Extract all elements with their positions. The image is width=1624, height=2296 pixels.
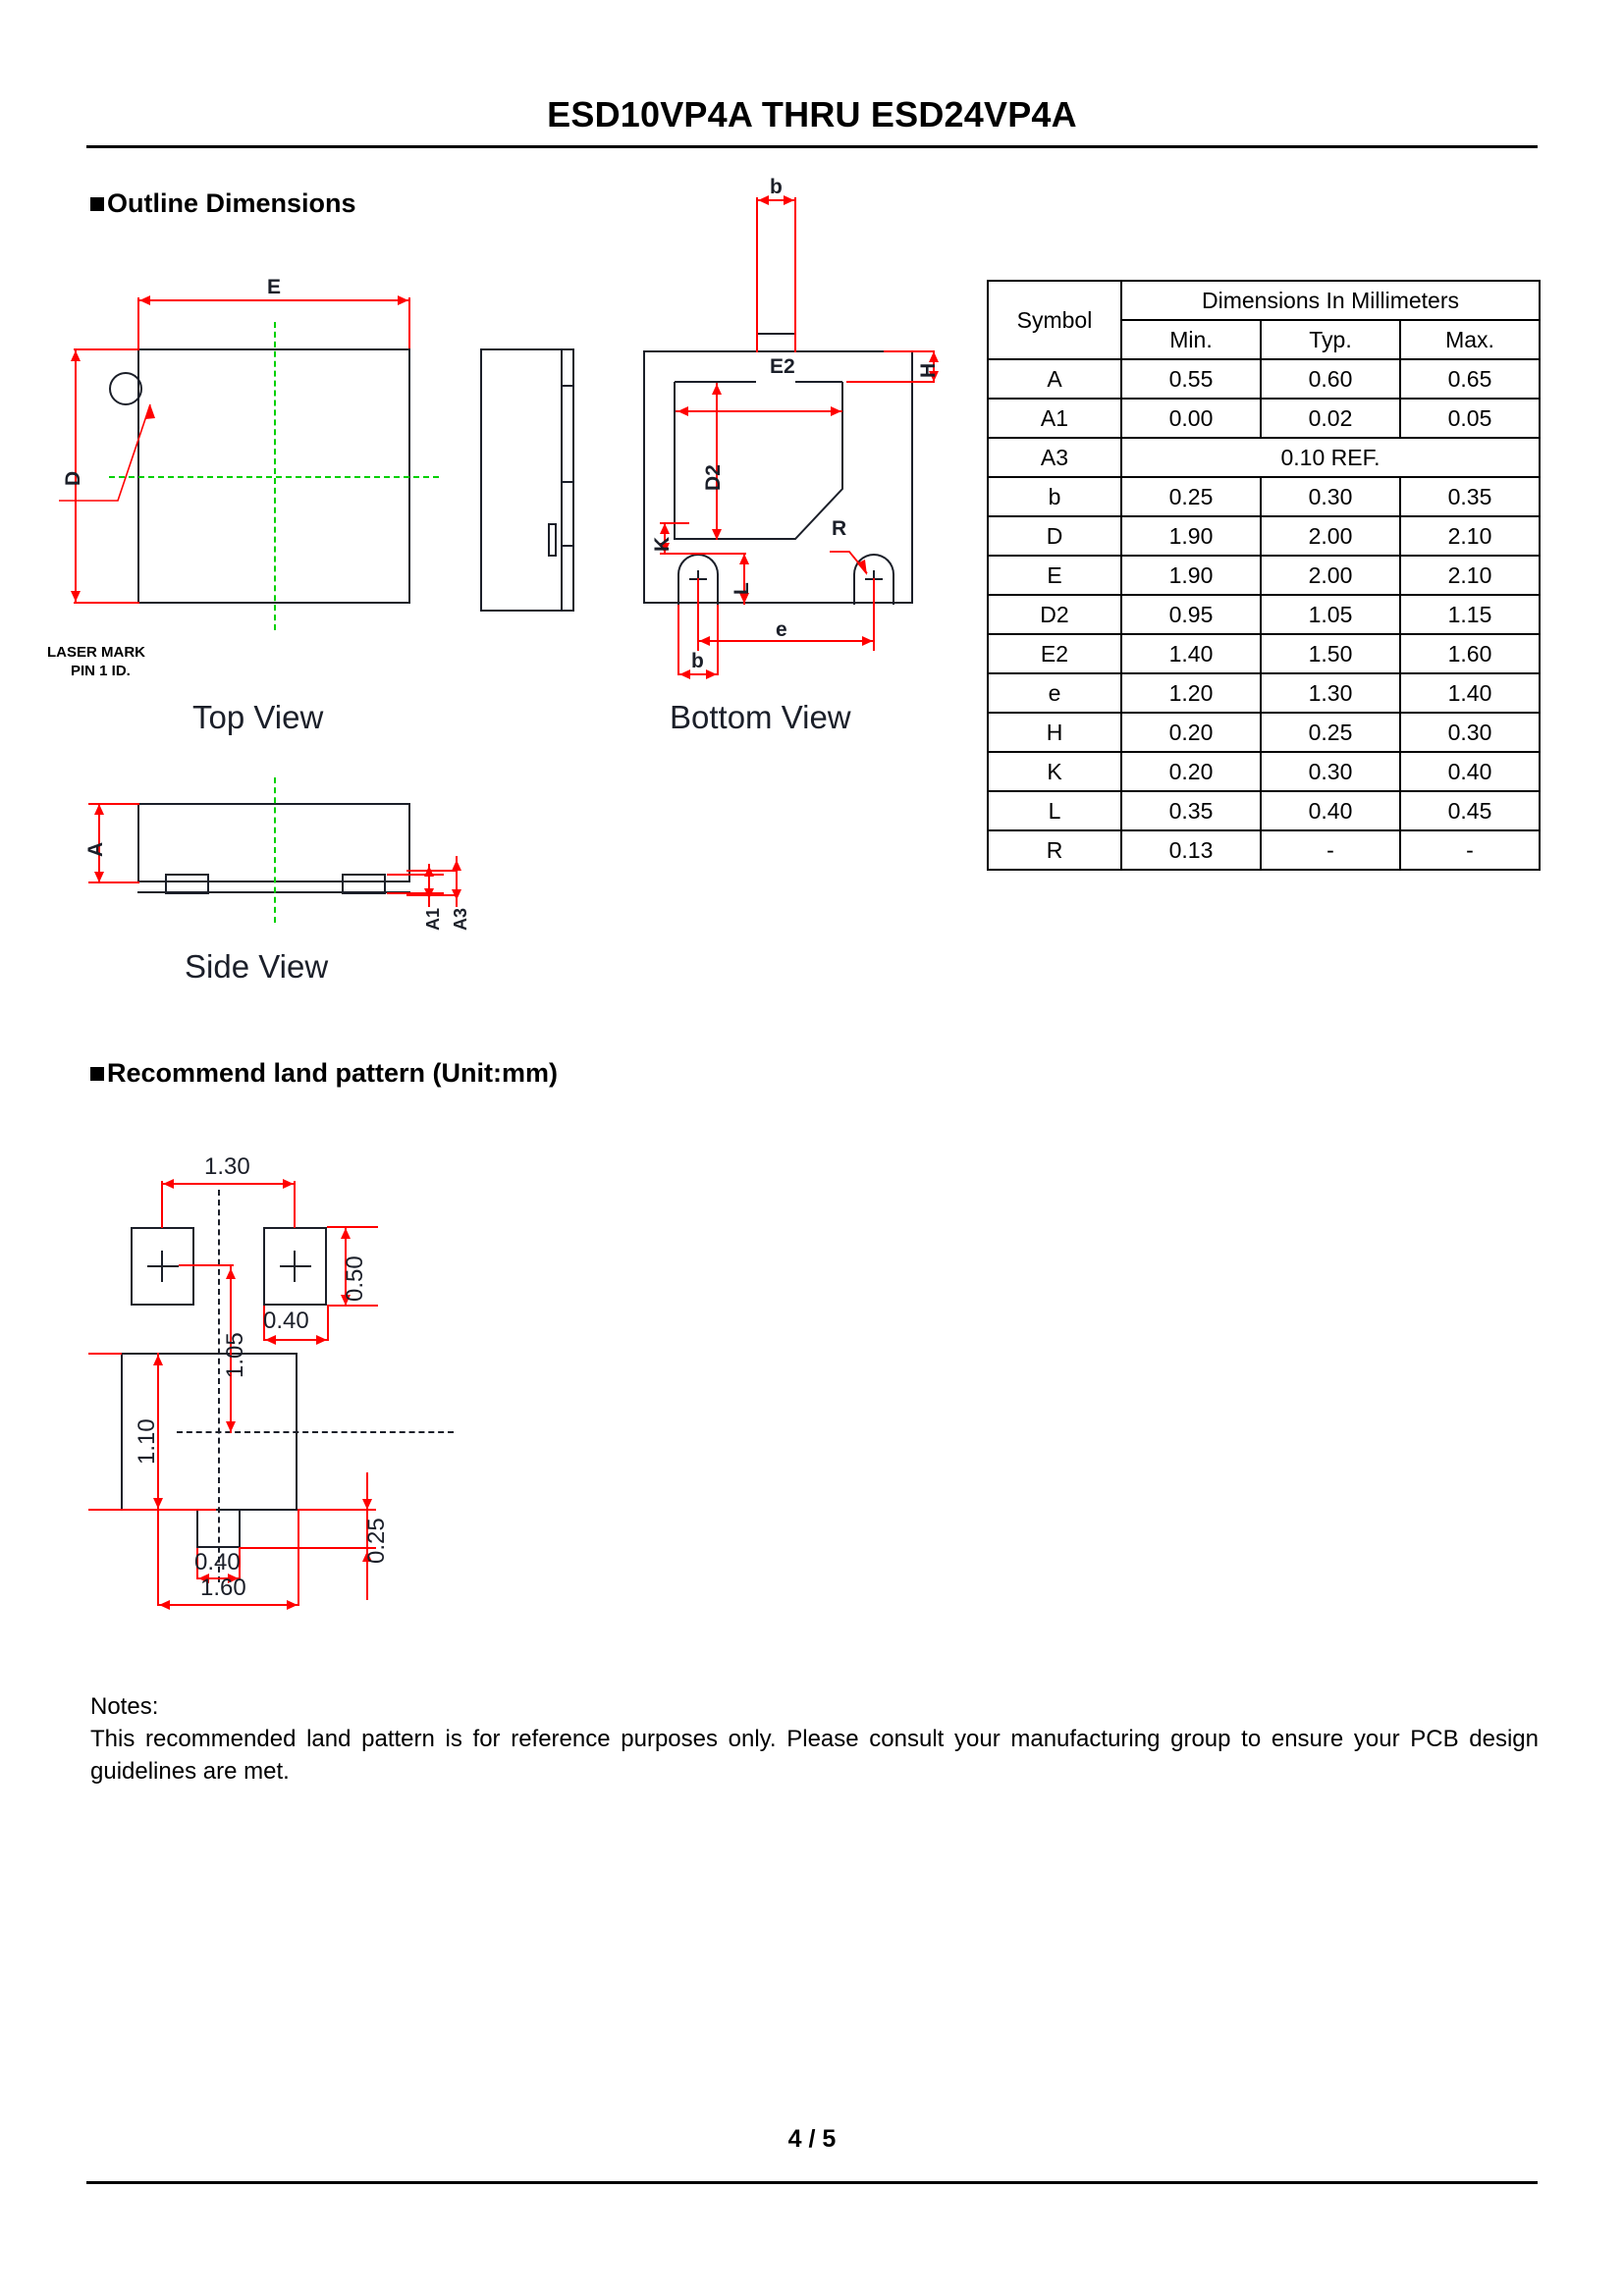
side-view-centerline bbox=[274, 777, 276, 923]
table-row bbox=[988, 830, 1540, 870]
cell-max: 0.35 bbox=[1400, 477, 1540, 516]
end-profile-notch-b bbox=[563, 481, 572, 483]
cell-symbol: E2 bbox=[988, 634, 1121, 673]
end-profile-edge-right bbox=[572, 348, 574, 612]
table-header-row-1 bbox=[988, 281, 1540, 320]
end-profile-notch-c bbox=[563, 545, 572, 547]
bottom-view-e-label: e bbox=[776, 618, 787, 641]
land-130-arrow-right bbox=[283, 1179, 294, 1189]
cell-typ: 2.00 bbox=[1261, 516, 1400, 556]
land-bottom-tab bbox=[196, 1509, 241, 1548]
cell-min: 0.95 bbox=[1121, 595, 1261, 634]
cell-max: 2.10 bbox=[1400, 516, 1540, 556]
bottom-view-b-top-arrow-right bbox=[784, 195, 794, 205]
cell-max: 1.40 bbox=[1400, 673, 1540, 713]
land-025-value: 0.25 bbox=[363, 1518, 390, 1564]
land-110-arrow-top bbox=[153, 1355, 163, 1365]
cell-typ: 1.30 bbox=[1261, 673, 1400, 713]
side-view-A3-arrow-bottom bbox=[452, 889, 461, 900]
cell-symbol: D bbox=[988, 516, 1121, 556]
land-040-top-arrow-left bbox=[265, 1335, 276, 1345]
bottom-view-E2-dim-line bbox=[676, 410, 842, 412]
table-row bbox=[988, 556, 1540, 595]
header-rule bbox=[86, 145, 1538, 148]
cell-typ: 0.25 bbox=[1261, 713, 1400, 752]
cell-symbol: b bbox=[988, 477, 1121, 516]
cell-max: 0.40 bbox=[1400, 752, 1540, 791]
land-105-value: 1.05 bbox=[222, 1332, 248, 1378]
bottom-view-H-ext-top bbox=[884, 350, 935, 352]
side-view-A3-label: A3 bbox=[451, 907, 470, 931]
land-130-value: 1.30 bbox=[204, 1153, 250, 1180]
bottom-view-b-bottom-ext-left bbox=[677, 605, 679, 675]
footer-rule bbox=[86, 2181, 1538, 2184]
bottom-view-e-arrow-right bbox=[862, 636, 873, 646]
side-view-A3-ext-bottom bbox=[406, 894, 458, 896]
table-row bbox=[988, 516, 1540, 556]
land-160-ext-left bbox=[157, 1509, 159, 1606]
end-profile-body bbox=[480, 348, 563, 612]
land-105-ext-top bbox=[179, 1264, 234, 1266]
bottom-view-tab-top-edge bbox=[756, 333, 796, 335]
land-105-arrow-top bbox=[226, 1268, 236, 1279]
land-025-ext-bottom bbox=[239, 1547, 376, 1549]
bottom-view-R-label: R bbox=[832, 517, 847, 540]
section-heading-land-pattern bbox=[90, 1058, 558, 1089]
bottom-view-b-bottom-ext-right bbox=[717, 605, 719, 675]
notes-block bbox=[90, 1690, 1539, 1788]
land-110-arrow-bottom bbox=[153, 1498, 163, 1509]
land-160-arrow-left bbox=[159, 1600, 170, 1610]
cell-typ: 0.02 bbox=[1261, 399, 1400, 438]
section-heading-outline-dimensions bbox=[90, 188, 356, 219]
land-050-ext-bottom bbox=[327, 1305, 378, 1307]
land-050-ext-top bbox=[327, 1226, 378, 1228]
notes-heading: Notes: bbox=[90, 1693, 159, 1720]
land-040-top-value: 0.40 bbox=[263, 1308, 309, 1334]
section-heading-outline-label: Outline Dimensions bbox=[107, 188, 356, 218]
cell-span-value: 0.10 REF. bbox=[1121, 438, 1540, 477]
land-160-ext-right bbox=[298, 1509, 299, 1606]
cell-min: 1.90 bbox=[1121, 516, 1261, 556]
side-view-A-arrow-bottom bbox=[94, 872, 104, 882]
land-160-arrow-right bbox=[287, 1600, 298, 1610]
bottom-view-e-arrow-left bbox=[699, 636, 710, 646]
table-row bbox=[988, 399, 1540, 438]
laser-mark-line-1: LASER MARK bbox=[47, 644, 145, 661]
dimensions-table bbox=[987, 280, 1541, 871]
bottom-view-H-ext-bottom bbox=[846, 381, 935, 383]
land-pad-right-cross-v bbox=[294, 1251, 296, 1282]
land-pad-left-cross-v bbox=[161, 1251, 163, 1282]
table-row bbox=[988, 477, 1540, 516]
col-header-typ: Typ. bbox=[1261, 320, 1400, 359]
land-025-arrow-top bbox=[362, 1499, 372, 1510]
bottom-view-b-top-arrow-left bbox=[758, 195, 769, 205]
top-view-D-ext-top bbox=[74, 348, 139, 350]
cell-symbol: H bbox=[988, 713, 1121, 752]
cell-symbol: e bbox=[988, 673, 1121, 713]
bottom-view-b-top-label: b bbox=[770, 176, 783, 198]
cell-typ: - bbox=[1261, 830, 1400, 870]
table-row bbox=[988, 673, 1540, 713]
bottom-view-K-arrow-top bbox=[660, 523, 670, 534]
land-110-value: 1.10 bbox=[134, 1418, 160, 1465]
cell-max: 0.65 bbox=[1400, 359, 1540, 399]
bottom-view-label: Bottom View bbox=[670, 699, 851, 735]
end-profile-slot bbox=[548, 523, 557, 557]
cell-typ: 0.30 bbox=[1261, 752, 1400, 791]
bottom-view-E2-label: E2 bbox=[770, 355, 795, 378]
land-pad-left-cross-h bbox=[147, 1265, 179, 1267]
top-view-E-ext-right bbox=[408, 297, 410, 348]
bottom-view-L-arrow-top bbox=[739, 554, 749, 564]
table-row bbox=[988, 595, 1540, 634]
cell-symbol: L bbox=[988, 791, 1121, 830]
top-view-D-label: D bbox=[62, 470, 84, 486]
cell-min: 0.20 bbox=[1121, 752, 1261, 791]
top-view-D-arrow-bottom bbox=[71, 591, 81, 602]
bottom-view-H-label: H bbox=[917, 362, 940, 378]
table-row bbox=[988, 713, 1540, 752]
bottom-view-b-bottom-label: b bbox=[691, 650, 704, 672]
cell-symbol: R bbox=[988, 830, 1121, 870]
page-title: ESD10VP4A THRU ESD24VP4A bbox=[547, 94, 1077, 134]
land-130-ext-right bbox=[294, 1181, 296, 1228]
land-130-arrow-left bbox=[163, 1179, 174, 1189]
top-view-label: Top View bbox=[192, 699, 324, 735]
cell-symbol: A bbox=[988, 359, 1121, 399]
cell-min: 1.40 bbox=[1121, 634, 1261, 673]
side-view-A-label: A bbox=[84, 841, 107, 857]
land-040-top-ext-right bbox=[327, 1306, 329, 1341]
bottom-view-D2-arrow-bottom bbox=[712, 529, 722, 540]
side-view-label: Side View bbox=[185, 948, 329, 985]
cell-min: 0.55 bbox=[1121, 359, 1261, 399]
land-110-ext-bottom bbox=[88, 1509, 216, 1511]
square-bullet-icon bbox=[90, 197, 104, 211]
land-130-dim-line bbox=[161, 1183, 296, 1185]
land-160-value: 1.60 bbox=[200, 1575, 246, 1601]
notes-body: This recommended land pattern is for reference purposes only. Please consult your manufacturing group to ensure your PCB design guidelines are met. bbox=[90, 1726, 1539, 1786]
top-view-E-arrow-right bbox=[398, 295, 408, 305]
cell-symbol: E bbox=[988, 556, 1121, 595]
end-profile-lead-right-2 bbox=[563, 610, 574, 612]
top-view-E-dim-line bbox=[137, 299, 410, 301]
bottom-view-inner-pad bbox=[674, 381, 880, 541]
land-160-dim-line bbox=[157, 1604, 299, 1606]
laser-mark-callout bbox=[47, 644, 145, 681]
bottom-view-b-top-ext-left bbox=[756, 197, 758, 352]
bottom-view-K-label: K bbox=[651, 536, 674, 552]
table-row bbox=[988, 634, 1540, 673]
cell-symbol: D2 bbox=[988, 595, 1121, 634]
side-view-A3-ext-top bbox=[406, 870, 458, 872]
dimensions-table-head bbox=[988, 281, 1540, 359]
bottom-view-E2-arrow-left bbox=[677, 406, 688, 416]
side-view-A-arrow-top bbox=[94, 804, 104, 815]
bottom-view-H-arrow-top bbox=[929, 351, 939, 362]
laser-mark-leader-line bbox=[49, 378, 187, 506]
top-view-D-ext-bottom bbox=[74, 602, 139, 604]
cell-max: - bbox=[1400, 830, 1540, 870]
land-040-top-arrow-right bbox=[316, 1335, 327, 1345]
cell-max: 2.10 bbox=[1400, 556, 1540, 595]
side-view-A1-ext-top bbox=[387, 874, 444, 876]
cell-min: 0.25 bbox=[1121, 477, 1261, 516]
bottom-view-L-label: L bbox=[731, 582, 753, 595]
cell-max: 0.45 bbox=[1400, 791, 1540, 830]
cell-max: 1.15 bbox=[1400, 595, 1540, 634]
cell-min: 1.90 bbox=[1121, 556, 1261, 595]
footer-page-number: 4 / 5 bbox=[787, 2125, 837, 2153]
side-view-A1-label: A1 bbox=[423, 907, 443, 931]
table-row bbox=[988, 438, 1540, 477]
cell-min: 0.20 bbox=[1121, 713, 1261, 752]
bottom-view-D2-label: D2 bbox=[702, 464, 725, 491]
table-row bbox=[988, 359, 1540, 399]
bottom-view-E2-arrow-right bbox=[831, 406, 841, 416]
cell-min: 1.20 bbox=[1121, 673, 1261, 713]
col-header-group: Dimensions In Millimeters bbox=[1121, 281, 1540, 320]
bottom-view-b-bottom-arrow-left bbox=[679, 669, 690, 679]
top-view-E-label: E bbox=[267, 276, 282, 298]
table-row bbox=[988, 791, 1540, 830]
cell-typ: 2.00 bbox=[1261, 556, 1400, 595]
cell-typ: 0.40 bbox=[1261, 791, 1400, 830]
col-header-min: Min. bbox=[1121, 320, 1261, 359]
cell-min: 0.00 bbox=[1121, 399, 1261, 438]
land-pad-right-cross-h bbox=[280, 1265, 311, 1267]
cell-symbol: A1 bbox=[988, 399, 1121, 438]
cell-max: 0.30 bbox=[1400, 713, 1540, 752]
cell-typ: 0.60 bbox=[1261, 359, 1400, 399]
cell-min: 0.35 bbox=[1121, 791, 1261, 830]
bottom-view-b-bottom-arrow-right bbox=[706, 669, 717, 679]
side-view-pad-right bbox=[342, 874, 386, 894]
land-050-value: 0.50 bbox=[342, 1255, 368, 1302]
side-view-A3-arrow-top bbox=[452, 860, 461, 871]
cell-typ: 1.50 bbox=[1261, 634, 1400, 673]
land-110-ext-top bbox=[88, 1353, 122, 1355]
bottom-view-b-top-ext-right bbox=[794, 197, 796, 352]
cell-max: 1.60 bbox=[1400, 634, 1540, 673]
dimensions-table-body bbox=[988, 359, 1540, 870]
bottom-view-D2-arrow-top bbox=[712, 384, 722, 395]
table-row bbox=[988, 752, 1540, 791]
top-view-D-arrow-top bbox=[71, 350, 81, 361]
cell-symbol: A3 bbox=[988, 438, 1121, 477]
top-view-E-arrow-left bbox=[139, 295, 150, 305]
col-header-max: Max. bbox=[1400, 320, 1540, 359]
cell-min: 0.13 bbox=[1121, 830, 1261, 870]
land-050-arrow-top bbox=[341, 1228, 351, 1239]
land-105-arrow-bottom bbox=[226, 1421, 236, 1432]
square-bullet-icon-2 bbox=[90, 1067, 104, 1081]
end-profile-notch-a bbox=[563, 385, 572, 387]
bottom-view-D2-dim-line bbox=[716, 383, 718, 540]
cell-max: 0.05 bbox=[1400, 399, 1540, 438]
laser-mark-line-2: PIN 1 ID. bbox=[71, 662, 131, 679]
cell-typ: 1.05 bbox=[1261, 595, 1400, 634]
cell-typ: 0.30 bbox=[1261, 477, 1400, 516]
col-header-symbol: Symbol bbox=[988, 281, 1121, 359]
side-view-pad-left bbox=[165, 874, 209, 894]
section-heading-land-label: Recommend land pattern (Unit:mm) bbox=[107, 1058, 559, 1088]
cell-symbol: K bbox=[988, 752, 1121, 791]
land-040-bot-value: 0.40 bbox=[194, 1549, 241, 1575]
